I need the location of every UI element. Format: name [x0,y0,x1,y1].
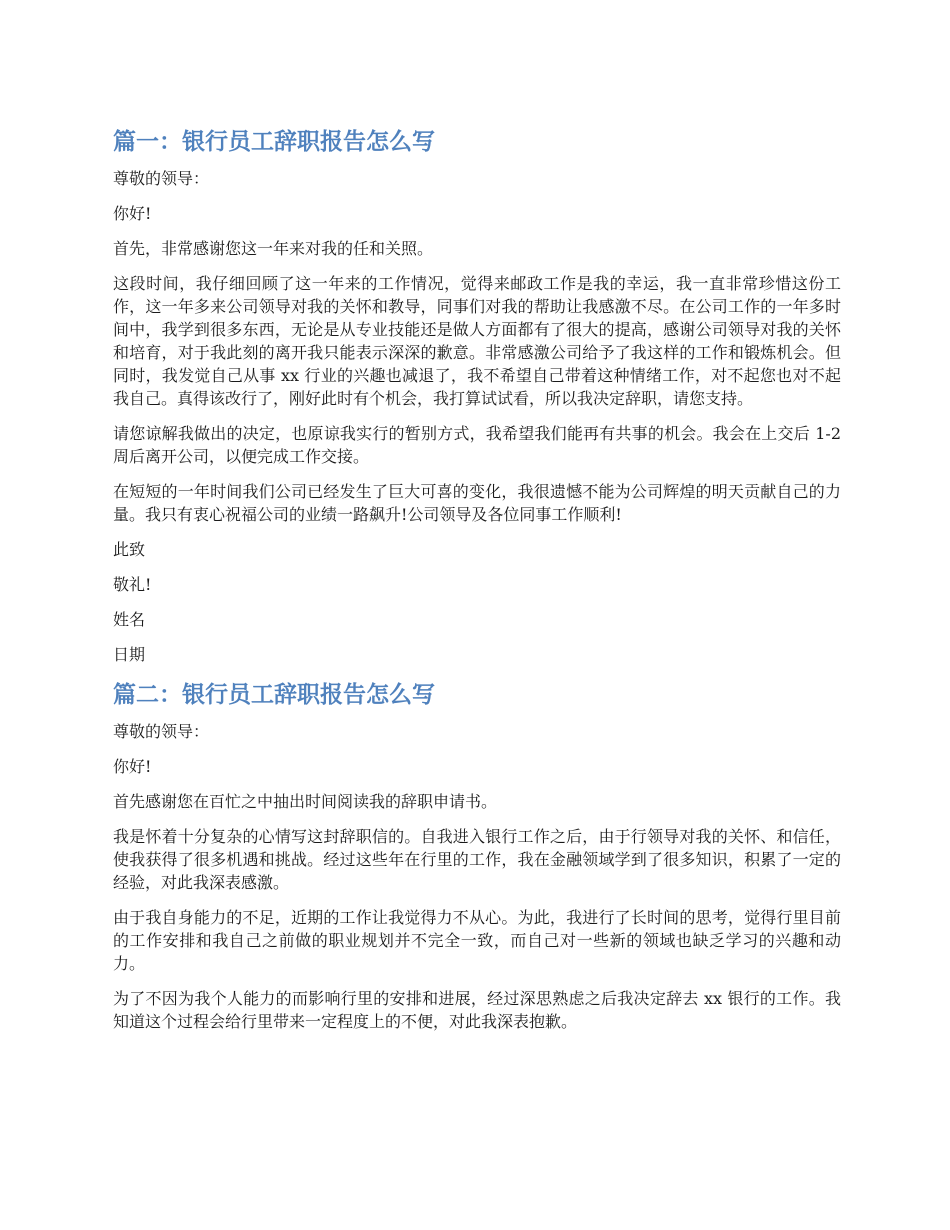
closing-salute: 敬礼! [113,575,152,594]
closing-line: 此致 [113,540,146,559]
body-paragraph: 为了不因为我个人能力的而影响行里的安排和进展，经过深思熟虑之后我决定辞去 xx 银行的工作。我知道这个过程会给行里带来一定程度上的不便，对此我深表抱歉。 [113,989,841,1031]
body-paragraph: 首先感谢您在百忙之中抽出时间阅读我的辞职申请书。 [113,792,498,811]
salutation: 尊敬的领导： [113,722,210,741]
signature-name: 姓名 [113,610,146,629]
greeting: 你好! [113,204,152,223]
body-paragraph: 由于我自身能力的不足，近期的工作让我觉得力不从心。为此，我进行了长时间的思考，觉得行里目前的工作安排和我自己之前做的职业规划并不完全一致，而自己对一些新的领域也缺乏学习的兴趣和动力。 [113,908,841,973]
section-1-title: 篇一：银行员工辞职报告怎么写 [113,129,435,155]
body-paragraph: 我是怀着十分复杂的心情写这封辞职信的。自我进入银行工作之后，由于行领导对我的关怀、和信任，使我获得了很多机遇和挑战。经过这些年在行里的工作，我在金融领域学到了很多知识，积累了一定的经验，对此我深表感激。 [113,827,841,892]
document-page [113,125,841,1045]
greeting: 你好! [113,757,152,776]
body-paragraph: 首先，非常感谢您这一年来对我的任和关照。 [113,239,434,258]
body-paragraph: 这段时间，我仔细回顾了这一年来的工作情况，觉得来邮政工作是我的幸运，我一直非常珍惜这份工作，这一年多来公司领导对我的关怀和教导，同事们对我的帮助让我感激不尽。在公司工作的一年多时间中，我学到很多东西，无论是从专业技能还是做人方面都有了很大的提高，感谢公司领导对我的关怀和培育，对于我此刻的离开我只能表示深深的歉意。非常感激公司给予了我这样的工作和锻炼机会。但同时，我发觉自己从事 xx 行业的兴趣也减退了，我不希望自己带着这种情绪工作，对不起您也对不起我自己。真得该改行了，刚好此时有个机会，我打算试试看，所以我决定辞职，请您支持。 [113,274,841,408]
signature-date: 日期 [113,645,146,664]
section-2-title: 篇二：银行员工辞职报告怎么写 [113,682,435,708]
body-paragraph: 请您谅解我做出的决定，也原谅我实行的暂别方式，我希望我们能再有共事的机会。我会在上交后 1-2 周后离开公司，以便完成工作交接。 [113,424,841,466]
salutation: 尊敬的领导： [113,169,210,188]
body-paragraph: 在短短的一年时间我们公司已经发生了巨大可喜的变化，我很遗憾不能为公司辉煌的明天贡献自己的力量。我只有衷心祝福公司的业绩一路飙升!公司领导及各位同事工作顺利! [113,482,841,524]
